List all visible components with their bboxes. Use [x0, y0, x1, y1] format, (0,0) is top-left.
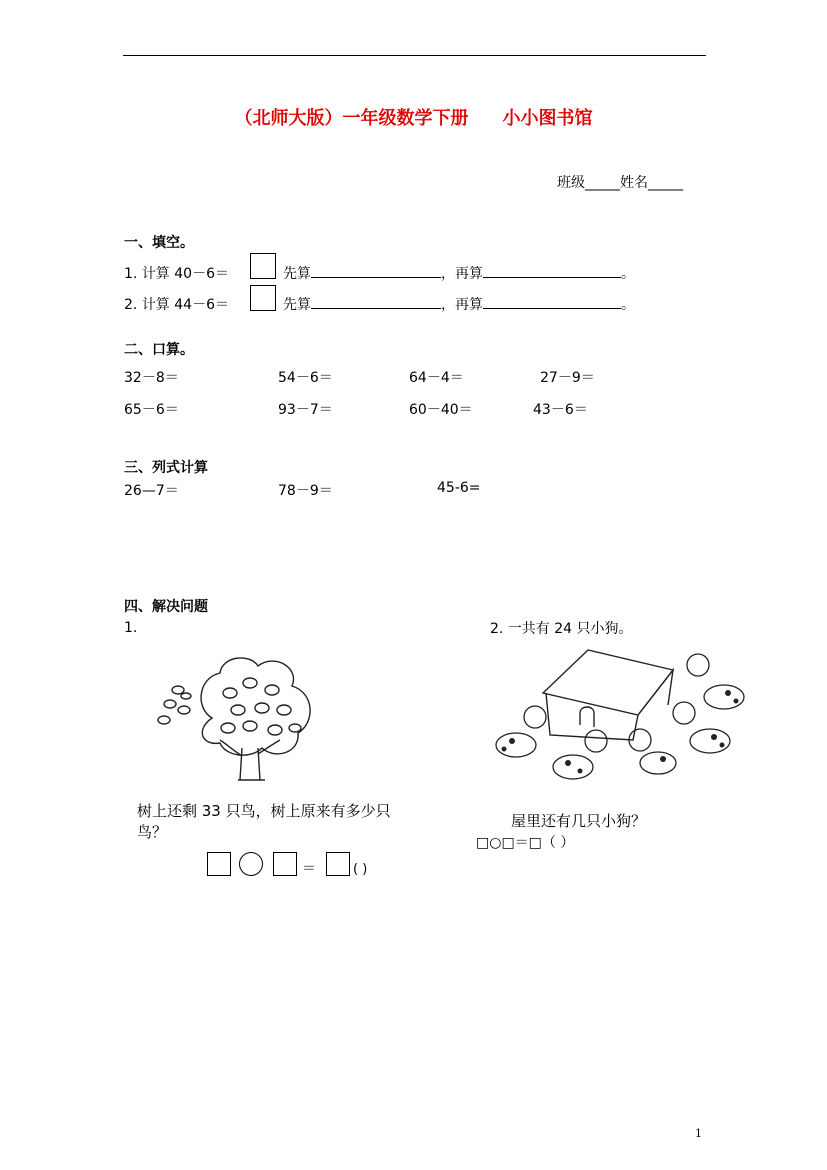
operator-circle[interactable]	[239, 852, 263, 876]
problem1-text: 树上还剩 33 只鸟，树上原来有多少只	[137, 802, 391, 820]
answer-box[interactable]	[273, 852, 297, 876]
mental-calc: 54－6＝	[278, 370, 333, 386]
doghouse-dogs-illustration	[488, 645, 753, 795]
name-blank: _____	[648, 175, 683, 191]
answer-box[interactable]	[326, 852, 350, 876]
page-number: 1	[695, 1127, 702, 1140]
written-calc: 45-6=	[437, 480, 481, 496]
item-calc: 计算 40－6＝	[141, 266, 229, 282]
title-main: （北师大版）一年级数学下册	[234, 108, 469, 129]
blank-line[interactable]	[483, 263, 621, 278]
section3-heading: 三、列式计算	[124, 460, 208, 476]
section4-heading: 四、解决问题	[124, 599, 208, 615]
problem2-text: 一共有 24 只小狗。	[507, 621, 633, 637]
item-number: 2.	[124, 297, 138, 313]
page-title	[0, 104, 827, 130]
header-rule	[123, 55, 706, 56]
blank-line[interactable]	[483, 294, 621, 309]
then-label: ，再算	[441, 266, 483, 282]
section1-heading: 一、填空。	[124, 235, 194, 251]
problem2-formula[interactable]: □○□＝□（ ）	[476, 835, 575, 851]
mental-calc: 60－40＝	[409, 402, 473, 418]
mental-calc: 64－4＝	[409, 370, 464, 386]
mental-calc: 32－8＝	[124, 370, 179, 386]
fill-steps-2	[283, 294, 635, 314]
item-number: 1.	[124, 266, 138, 282]
period: 。	[621, 266, 635, 282]
name-label: 姓名	[620, 175, 648, 191]
first-label: 先算	[283, 297, 311, 313]
answer-box[interactable]	[250, 253, 276, 279]
mental-calc: 27－9＝	[540, 370, 595, 386]
problem2-number: 2.	[490, 621, 504, 637]
problem1-number: 1.	[124, 620, 138, 636]
written-calc: 26—7＝	[124, 483, 179, 499]
then-label: ，再算	[441, 297, 483, 313]
tree-birds-illustration	[150, 648, 330, 788]
section2-heading: 二、口算。	[124, 342, 194, 358]
mental-calc: 43－6＝	[533, 402, 588, 418]
class-blank: _____	[585, 175, 620, 191]
fill-item-2	[124, 294, 229, 314]
answer-box[interactable]	[250, 285, 276, 311]
unit-paren[interactable]: ( )	[353, 862, 368, 877]
problem1-text-cont: 鸟？	[137, 823, 168, 841]
equals-sign: ＝	[302, 861, 316, 877]
title-sub: 小小图书馆	[502, 108, 593, 129]
problem2-intro	[490, 618, 633, 638]
period: 。	[621, 297, 635, 313]
blank-line[interactable]	[311, 263, 441, 278]
class-label: 班级	[557, 175, 585, 191]
answer-box[interactable]	[207, 852, 231, 876]
fill-steps-1	[283, 263, 635, 283]
fill-item-1	[124, 263, 229, 283]
mental-calc: 65－6＝	[124, 402, 179, 418]
class-name-line	[557, 172, 683, 192]
mental-calc: 93－7＝	[278, 402, 333, 418]
first-label: 先算	[283, 266, 311, 282]
written-calc: 78－9＝	[278, 483, 333, 499]
item-calc: 计算 44－6＝	[141, 297, 229, 313]
problem2-question: 屋里还有几只小狗？	[511, 812, 647, 830]
blank-line[interactable]	[311, 294, 441, 309]
